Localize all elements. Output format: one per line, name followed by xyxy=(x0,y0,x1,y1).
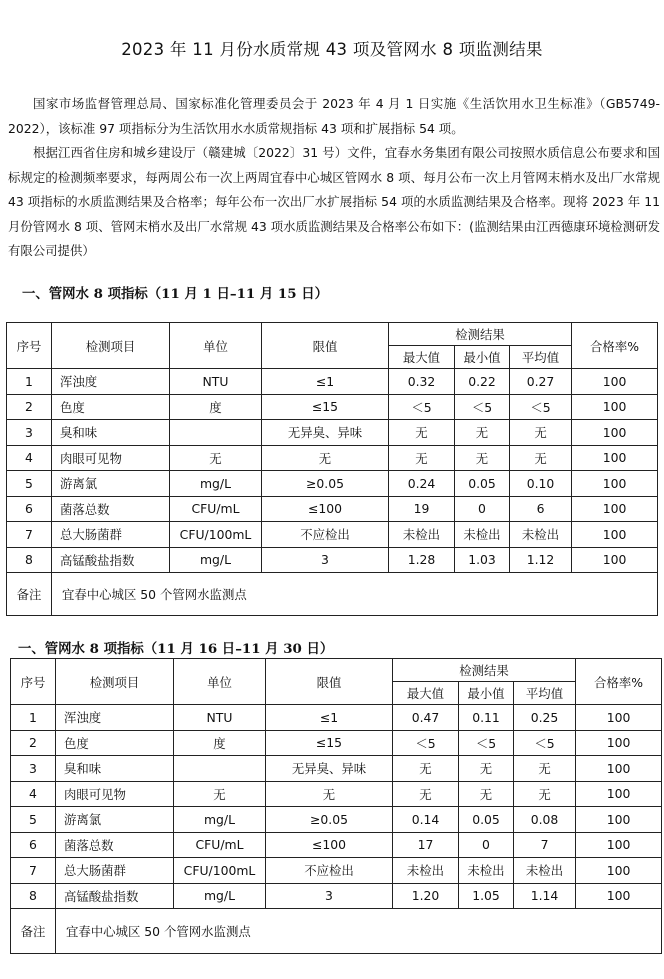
cell-rate: 100 xyxy=(576,756,662,782)
cell-unit: 度 xyxy=(170,394,262,420)
cell-min: 未检出 xyxy=(459,858,514,884)
header-min: 最小值 xyxy=(459,682,514,705)
cell-rate: 100 xyxy=(576,730,662,756)
cell-seq: 2 xyxy=(7,394,52,420)
header-limit: 限值 xyxy=(266,659,393,705)
cell-rate: 100 xyxy=(572,471,658,497)
cell-rate: 100 xyxy=(572,547,658,573)
cell-rate: 100 xyxy=(572,369,658,395)
cell-unit: mg/L xyxy=(170,547,262,573)
table-row xyxy=(11,832,662,858)
header-unit: 单位 xyxy=(170,323,262,369)
cell-unit: CFU/100mL xyxy=(174,858,266,884)
cell-min: 0.05 xyxy=(459,807,514,833)
cell-avg: 无 xyxy=(514,756,576,782)
cell-item: 肉眼可见物 xyxy=(56,781,174,807)
header-seq: 序号 xyxy=(7,323,52,369)
cell-rate: 100 xyxy=(572,445,658,471)
cell-rate: 100 xyxy=(572,394,658,420)
cell-unit xyxy=(170,420,262,446)
cell-avg: ＜5 xyxy=(514,730,576,756)
cell-rate: 100 xyxy=(572,496,658,522)
table-body-second-half xyxy=(11,705,662,909)
cell-max: 无 xyxy=(389,420,455,446)
cell-seq: 8 xyxy=(11,883,56,909)
header-item: 检测项目 xyxy=(52,323,170,369)
cell-seq: 5 xyxy=(11,807,56,833)
cell-avg: 1.14 xyxy=(514,883,576,909)
table-body-first-half xyxy=(7,369,658,573)
cell-item: 总大肠菌群 xyxy=(56,858,174,884)
cell-seq: 2 xyxy=(11,730,56,756)
cell-avg: 0.10 xyxy=(510,471,572,497)
cell-unit xyxy=(174,756,266,782)
cell-limit: 不应检出 xyxy=(262,522,389,548)
cell-min: 无 xyxy=(455,420,510,446)
table-row xyxy=(7,394,658,420)
cell-min: 1.05 xyxy=(459,883,514,909)
cell-min: ＜5 xyxy=(455,394,510,420)
cell-min: 无 xyxy=(459,756,514,782)
cell-min: 无 xyxy=(459,781,514,807)
cell-min: 0.05 xyxy=(455,471,510,497)
cell-unit: mg/L xyxy=(174,883,266,909)
cell-max: ＜5 xyxy=(389,394,455,420)
note-text: 宜春中心城区 50 个管网水监测点 xyxy=(52,573,658,616)
cell-seq: 6 xyxy=(7,496,52,522)
cell-avg: ＜5 xyxy=(510,394,572,420)
cell-min: 无 xyxy=(455,445,510,471)
section-heading-second-half: 一、管网水 8 项指标（11 月 16 日–11 月 30 日） xyxy=(18,641,334,657)
header-avg: 平均值 xyxy=(514,682,576,705)
intro-paragraph-disclosure: 根据江西省住房和城乡建设厅（赣建城〔2022〕31 号）文件，宜春水务集团有限公司按照水质信息公布要求和国标规定的检测频率要求，每两周公布一次上两周宜春中心城区管网水 8 项、每月公布一次上月管网末梢水及出厂水常规 43 项指标的水质监测结果及合格率；每年公布一次出厂水扩展指标 54 项的水质监测结果及合格率。现将 2023 年 11 月份管网水 8 项、管网末梢水及出厂水常规 43 项水质监测结果及合格率公布如下：(监测结果由江西德康环境检测研发有限公司提供） xyxy=(8,145,660,258)
cell-max: 无 xyxy=(393,781,459,807)
cell-avg: 0.27 xyxy=(510,369,572,395)
cell-item: 臭和味 xyxy=(52,420,170,446)
cell-max: 0.47 xyxy=(393,705,459,731)
cell-limit: 无异臭、异味 xyxy=(262,420,389,446)
cell-avg: 无 xyxy=(514,781,576,807)
cell-avg: 1.12 xyxy=(510,547,572,573)
table-row xyxy=(7,369,658,395)
cell-limit: ≤1 xyxy=(266,705,393,731)
cell-avg: 6 xyxy=(510,496,572,522)
cell-limit: ≤15 xyxy=(262,394,389,420)
cell-seq: 8 xyxy=(7,547,52,573)
page-title: 2023 年 11 月份水质常规 43 项及管网水 8 项监测结果 xyxy=(121,40,543,59)
header-max: 最大值 xyxy=(393,682,459,705)
cell-item: 浑浊度 xyxy=(56,705,174,731)
cell-limit: 不应检出 xyxy=(266,858,393,884)
cell-rate: 100 xyxy=(572,522,658,548)
table-row xyxy=(11,756,662,782)
note-text: 宜春中心城区 50 个管网水监测点 xyxy=(56,909,662,954)
cell-max: 0.24 xyxy=(389,471,455,497)
table-row xyxy=(11,858,662,884)
cell-max: 0.14 xyxy=(393,807,459,833)
cell-limit: ≤100 xyxy=(266,832,393,858)
cell-max: 19 xyxy=(389,496,455,522)
cell-item: 肉眼可见物 xyxy=(52,445,170,471)
cell-max: 17 xyxy=(393,832,459,858)
header-item: 检测项目 xyxy=(56,659,174,705)
cell-rate: 100 xyxy=(576,807,662,833)
cell-max: 未检出 xyxy=(393,858,459,884)
cell-avg: 0.25 xyxy=(514,705,576,731)
cell-unit: CFU/mL xyxy=(170,496,262,522)
table-row xyxy=(7,547,658,573)
cell-seq: 7 xyxy=(7,522,52,548)
cell-limit: ≤1 xyxy=(262,369,389,395)
cell-seq: 3 xyxy=(11,756,56,782)
cell-rate: 100 xyxy=(576,781,662,807)
table-row xyxy=(11,705,662,731)
header-avg: 平均值 xyxy=(510,346,572,369)
header-rate: 合格率% xyxy=(572,323,658,369)
results-table-second-half xyxy=(10,658,662,954)
cell-rate: 100 xyxy=(572,420,658,446)
header-seq: 序号 xyxy=(11,659,56,705)
cell-item: 高锰酸盐指数 xyxy=(52,547,170,573)
cell-unit: NTU xyxy=(170,369,262,395)
cell-item: 色度 xyxy=(52,394,170,420)
cell-avg: 0.08 xyxy=(514,807,576,833)
cell-max: 0.32 xyxy=(389,369,455,395)
cell-min: 0 xyxy=(455,496,510,522)
cell-limit: 3 xyxy=(262,547,389,573)
cell-avg: 未检出 xyxy=(514,858,576,884)
cell-seq: 1 xyxy=(7,369,52,395)
cell-unit: 度 xyxy=(174,730,266,756)
cell-item: 色度 xyxy=(56,730,174,756)
note-label: 备注 xyxy=(7,573,52,616)
header-max: 最大值 xyxy=(389,346,455,369)
cell-seq: 1 xyxy=(11,705,56,731)
cell-item: 总大肠菌群 xyxy=(52,522,170,548)
table-row xyxy=(11,807,662,833)
cell-min: 1.03 xyxy=(455,547,510,573)
cell-min: 0.11 xyxy=(459,705,514,731)
cell-unit: mg/L xyxy=(174,807,266,833)
cell-unit: NTU xyxy=(174,705,266,731)
cell-item: 菌落总数 xyxy=(56,832,174,858)
cell-item: 浑浊度 xyxy=(52,369,170,395)
intro-paragraph-standard: 国家市场监督管理总局、国家标准化管理委员会于 2023 年 4 月 1 日实施《生活饮用水卫生标准》（GB5749-2022），该标准 97 项指标分为生活饮用水水质常规指标 43 项和扩展指标 54 项。 xyxy=(8,96,660,136)
table-row xyxy=(11,883,662,909)
header-rate: 合格率% xyxy=(576,659,662,705)
cell-seq: 4 xyxy=(11,781,56,807)
cell-item: 菌落总数 xyxy=(52,496,170,522)
cell-min: 0 xyxy=(459,832,514,858)
note-label: 备注 xyxy=(11,909,56,954)
cell-max: 无 xyxy=(393,756,459,782)
cell-item: 臭和味 xyxy=(56,756,174,782)
table-row xyxy=(7,496,658,522)
cell-limit: ≥0.05 xyxy=(266,807,393,833)
table-row xyxy=(7,445,658,471)
cell-seq: 5 xyxy=(7,471,52,497)
cell-min: 0.22 xyxy=(455,369,510,395)
cell-limit: 无异臭、异味 xyxy=(266,756,393,782)
cell-rate: 100 xyxy=(576,883,662,909)
header-unit: 单位 xyxy=(174,659,266,705)
cell-seq: 6 xyxy=(11,832,56,858)
cell-avg: 无 xyxy=(510,445,572,471)
header-results: 检测结果 xyxy=(389,323,572,346)
cell-limit: ≥0.05 xyxy=(262,471,389,497)
cell-rate: 100 xyxy=(576,832,662,858)
table-row xyxy=(11,781,662,807)
header-min: 最小值 xyxy=(455,346,510,369)
table-row xyxy=(11,730,662,756)
cell-seq: 7 xyxy=(11,858,56,884)
cell-seq: 4 xyxy=(7,445,52,471)
cell-max: 未检出 xyxy=(389,522,455,548)
cell-limit: ≤15 xyxy=(266,730,393,756)
cell-max: 无 xyxy=(389,445,455,471)
cell-max: ＜5 xyxy=(393,730,459,756)
cell-unit: 无 xyxy=(174,781,266,807)
cell-seq: 3 xyxy=(7,420,52,446)
cell-unit: mg/L xyxy=(170,471,262,497)
cell-avg: 无 xyxy=(510,420,572,446)
cell-item: 游离氯 xyxy=(56,807,174,833)
cell-max: 1.28 xyxy=(389,547,455,573)
section-heading-first-half: 一、管网水 8 项指标（11 月 1 日–11 月 15 日） xyxy=(22,286,328,302)
table-row xyxy=(7,522,658,548)
table-row xyxy=(7,471,658,497)
cell-limit: 无 xyxy=(266,781,393,807)
cell-item: 高锰酸盐指数 xyxy=(56,883,174,909)
header-results: 检测结果 xyxy=(393,659,576,682)
cell-rate: 100 xyxy=(576,858,662,884)
cell-avg: 未检出 xyxy=(510,522,572,548)
cell-rate: 100 xyxy=(576,705,662,731)
cell-unit: CFU/mL xyxy=(174,832,266,858)
cell-min: ＜5 xyxy=(459,730,514,756)
cell-limit: ≤100 xyxy=(262,496,389,522)
cell-avg: 7 xyxy=(514,832,576,858)
cell-unit: CFU/100mL xyxy=(170,522,262,548)
table-row xyxy=(7,420,658,446)
results-table-first-half xyxy=(6,322,658,616)
cell-min: 未检出 xyxy=(455,522,510,548)
cell-unit: 无 xyxy=(170,445,262,471)
cell-limit: 3 xyxy=(266,883,393,909)
cell-limit: 无 xyxy=(262,445,389,471)
cell-item: 游离氯 xyxy=(52,471,170,497)
header-limit: 限值 xyxy=(262,323,389,369)
cell-max: 1.20 xyxy=(393,883,459,909)
